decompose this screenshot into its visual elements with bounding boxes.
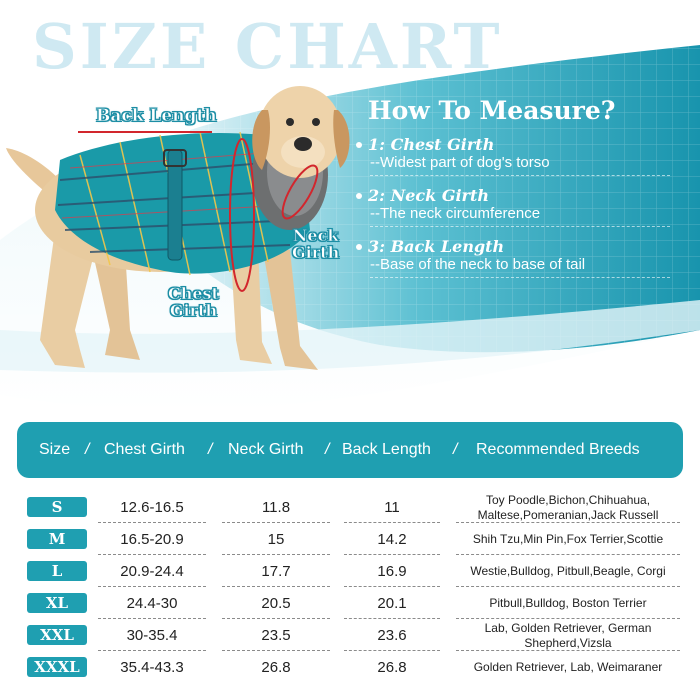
neck-value: 15 — [267, 531, 285, 548]
table-row — [0, 556, 700, 587]
how-to-measure-heading: How To Measure? — [368, 96, 616, 125]
breeds-value — [456, 652, 680, 683]
back-value: 11 — [384, 499, 400, 516]
header-size: Size — [39, 441, 71, 458]
bullet-icon — [356, 193, 362, 199]
divider — [222, 522, 330, 523]
chest-girth-callout — [168, 286, 219, 320]
measure-item — [356, 135, 686, 176]
divider — [98, 586, 206, 587]
breeds-line-1: Westie,Bulldog, Pitbull,Beagle, Corgi — [470, 564, 666, 578]
table-row — [0, 588, 700, 619]
table-row — [0, 620, 700, 651]
divider — [222, 586, 330, 587]
size-badge: S — [27, 497, 87, 517]
divider — [456, 650, 680, 651]
divider — [456, 586, 680, 587]
measure-item-title: 2: Neck Girth — [368, 186, 490, 205]
breeds-line-1: Shih Tzu,Min Pin,Fox Terrier,Scottie — [472, 532, 664, 546]
divider — [222, 650, 330, 651]
divider — [222, 618, 330, 619]
measure-item — [356, 237, 686, 278]
divider — [344, 618, 440, 619]
measure-item-desc: --Widest part of dog's torso — [370, 154, 670, 176]
measure-item-desc: --Base of the neck to base of tail — [370, 256, 670, 278]
back-length-callout: Back Length — [96, 106, 217, 126]
back-value: 16.9 — [377, 563, 407, 580]
chest-value: 35.4-43.3 — [120, 659, 184, 676]
header-separator: / — [85, 441, 90, 458]
size-badge: XL — [27, 593, 87, 613]
measure-item-title: 1: Chest Girth — [368, 135, 495, 154]
divider — [222, 554, 330, 555]
breeds-value — [456, 556, 680, 587]
neck-value: 17.7 — [261, 563, 291, 580]
measure-item-desc: --The neck circumference — [370, 205, 670, 227]
measure-item-title: 3: Back Length — [368, 237, 505, 256]
header-recommended-breeds: Recommended Breeds — [476, 441, 640, 458]
divider — [98, 650, 206, 651]
neck-value: 23.5 — [261, 627, 291, 644]
neck-value: 26.8 — [261, 659, 291, 676]
header-separator: / — [325, 441, 330, 458]
bullet-icon — [356, 244, 362, 250]
breeds-value — [456, 524, 680, 555]
divider — [98, 554, 206, 555]
breeds-line-1: Pitbull,Bulldog, Boston Terrier — [489, 596, 647, 610]
breeds-line-2: Maltese,Pomeranian,Jack Russell — [477, 507, 659, 522]
table-row — [0, 524, 700, 555]
header-separator: / — [208, 441, 213, 458]
back-value: 20.1 — [377, 595, 407, 612]
breeds-line-1: Golden Retriever, Lab, Weimaraner — [473, 660, 663, 674]
breeds-value — [456, 620, 680, 651]
header-separator: / — [453, 441, 458, 458]
neck-girth-callout — [292, 228, 339, 262]
table-row — [0, 652, 700, 683]
page-title: SIZE CHART — [32, 10, 503, 83]
chest-value: 16.5-20.9 — [120, 531, 184, 548]
how-to-measure-panel — [356, 96, 686, 288]
divider — [456, 618, 680, 619]
divider — [344, 650, 440, 651]
chest-value: 12.6-16.5 — [120, 499, 184, 516]
divider — [344, 522, 440, 523]
bullet-icon — [356, 142, 362, 148]
back-value: 26.8 — [377, 659, 407, 676]
divider — [456, 522, 680, 523]
divider — [344, 586, 440, 587]
chest-girth-line-2: Girth — [169, 300, 218, 320]
divider — [344, 554, 440, 555]
size-badge: L — [27, 561, 87, 581]
breeds-line-1: Toy Poodle,Bichon,Chihuahua, — [485, 492, 651, 507]
back-value: 23.6 — [377, 627, 407, 644]
table-header — [17, 422, 683, 478]
neck-girth-line-2: Girth — [292, 242, 340, 262]
breeds-line-1: Lab, Golden Retriever, German — [484, 620, 652, 635]
size-badge: XXL — [27, 625, 87, 645]
neck-girth-line-1: Neck — [292, 226, 339, 245]
header-chest-girth: Chest Girth — [104, 441, 185, 458]
divider — [98, 522, 206, 523]
back-value: 14.2 — [377, 531, 407, 548]
chest-value: 20.9-24.4 — [120, 563, 184, 580]
breeds-value — [456, 492, 680, 523]
neck-value: 11.8 — [261, 499, 291, 516]
table-row — [0, 492, 700, 523]
breeds-line-2: Shepherd,Vizsla — [524, 635, 612, 650]
header-neck-girth: Neck Girth — [228, 441, 304, 458]
size-badge: M — [27, 529, 87, 549]
chest-value: 24.4-30 — [126, 595, 178, 612]
neck-value: 20.5 — [261, 595, 291, 612]
chest-value: 30-35.4 — [126, 627, 178, 644]
breeds-value — [456, 588, 680, 619]
header-back-length: Back Length — [342, 441, 431, 458]
size-badge: XXXL — [27, 657, 87, 677]
chest-girth-line-1: Chest — [168, 284, 219, 303]
measure-item — [356, 186, 686, 227]
divider — [98, 618, 206, 619]
divider — [456, 554, 680, 555]
